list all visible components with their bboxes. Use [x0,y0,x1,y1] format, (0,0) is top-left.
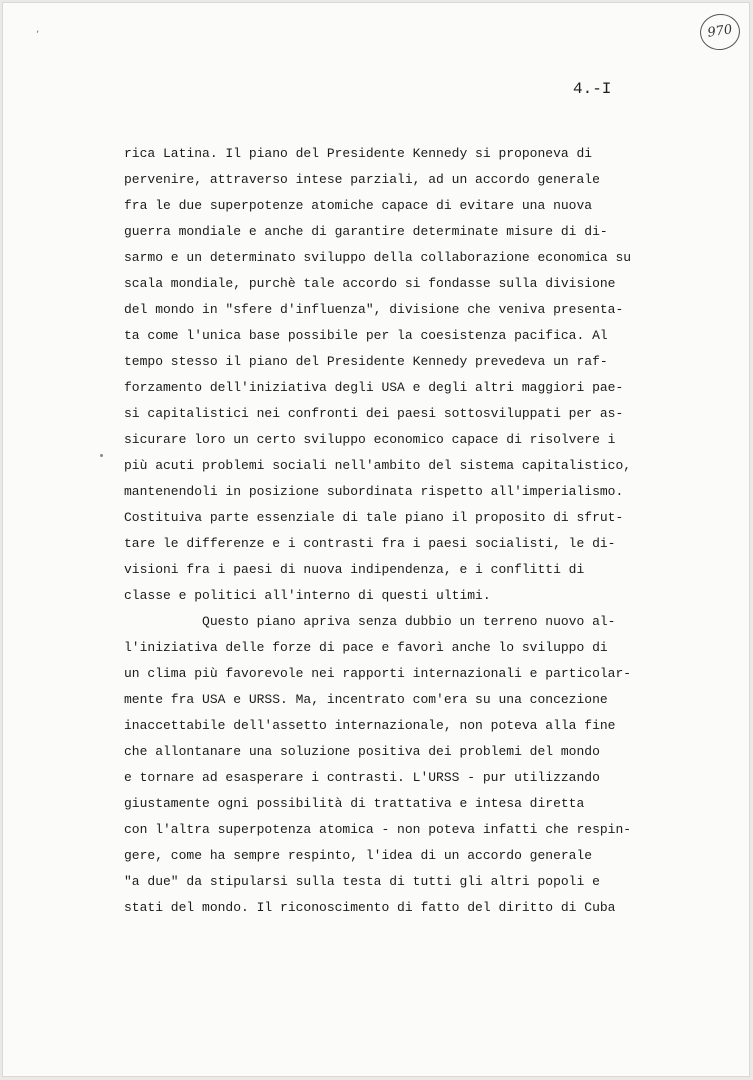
text-line: un clima più favorevole nei rapporti internazionali e particolar- [124,666,632,681]
text-line: inaccettabile dell'assetto internazionale, non poteva alla fine [124,718,616,733]
text-line: del mondo in "sfere d'influenza", divisione che veniva presenta- [124,302,624,317]
punch-mark [100,454,103,457]
text-line: tempo stesso il piano del Presidente Kennedy prevedeva un raf- [124,354,608,369]
text-line: sarmo e un determinato sviluppo della collaborazione economica su [124,250,632,265]
text-line: tare le differenze e i contrasti fra i paesi socialisti, le di- [124,536,616,551]
archive-stamp: 970 [698,11,743,52]
text-line: guerra mondiale e anche di garantire determinate misure di di- [124,224,608,239]
document-page [2,2,750,1077]
text-line: stati del mondo. Il riconoscimento di fatto del diritto di Cuba [124,900,616,915]
text-line: si capitalistici nei confronti dei paesi sottosviluppati per as- [124,406,624,421]
text-line: sicurare loro un certo sviluppo economico capace di risolvere i [124,432,616,447]
text-line: "a due" da stipularsi sulla testa di tutti gli altri popoli e [124,874,600,889]
text-line: visioni fra i paesi di nuova indipendenza, e i conflitti di [124,562,585,577]
body-text [124,141,631,921]
text-line: mente fra USA e URSS. Ma, incentrato com'era su una concezione [124,692,608,707]
text-line: classe e politici all'interno di questi ultimi. [124,588,491,603]
text-line: fra le due superpotenze atomiche capace di evitare una nuova [124,198,593,213]
text-line: giustamente ogni possibilità di trattativa e intesa diretta [124,796,585,811]
text-line: gere, come ha sempre respinto, l'idea di un accordo generale [124,848,593,863]
text-line: scala mondiale, purchè tale accordo si fondasse sulla divisione [124,276,616,291]
text-line: l'iniziativa delle forze di pace e favorì anche lo sviluppo di [124,640,608,655]
margin-mark: , [36,24,40,35]
page-number: 4.-I [573,80,612,98]
text-line: rica Latina. Il piano del Presidente Kennedy si proponeva di [124,146,593,161]
text-line: con l'altra superpotenza atomica - non poteva infatti che respin- [124,822,632,837]
text-line: Costituiva parte essenziale di tale piano il proposito di sfrut- [124,510,624,525]
text-line: più acuti problemi sociali nell'ambito del sistema capitalistico, [124,458,632,473]
text-line: mantenendoli in posizione subordinata rispetto all'imperialismo. [124,484,624,499]
text-line: Questo piano apriva senza dubbio un terreno nuovo al- [124,614,616,629]
text-line: che allontanare una soluzione positiva dei problemi del mondo [124,744,600,759]
text-line: forzamento dell'iniziativa degli USA e degli altri maggiori pae- [124,380,624,395]
text-line: pervenire, attraverso intese parziali, ad un accordo generale [124,172,600,187]
text-line: ta come l'unica base possibile per la coesistenza pacifica. Al [124,328,608,343]
text-line: e tornare ad esasperare i contrasti. L'URSS - pur utilizzando [124,770,600,785]
